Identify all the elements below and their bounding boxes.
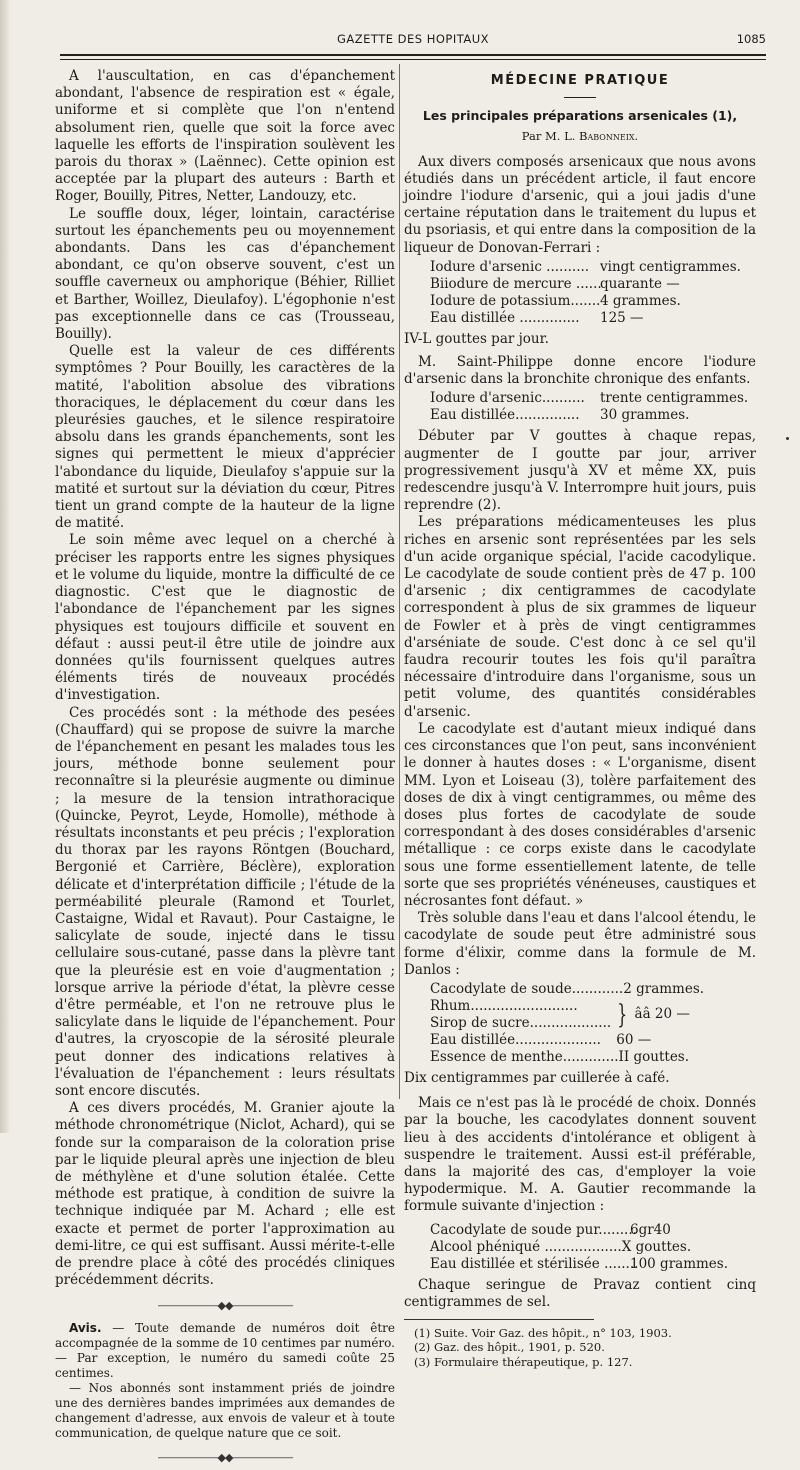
subscriber-notice	[55, 1321, 395, 1441]
separator-ornament: ——————◆◆——————	[157, 1299, 293, 1313]
dosage-note: Dix centigrammes par cuillerée à café.	[404, 1069, 670, 1086]
amount: 60 —	[616, 1031, 652, 1048]
amount: trente centigrammes.	[600, 390, 749, 407]
paragraph: A ces divers procédés, M. Granier ajoute la méthode chronométrique (Niclot, Achard), qui se fonde sur la comparaison de la coloration prise par le liquide pleural après une injection de bleu de méthylène et d'une solution étalée. Cette méthode est pratique, à condition de suivre la technique indiquée par M. Achard ; elle est exacte et permet de porter l'approximation au demi-litre, ce qui est suffisant. Aussi mérite-t-elle de prendre place à côté des procédés cliniques précédemment décrits.	[55, 1100, 395, 1289]
amount: 100 grammes.	[630, 1255, 729, 1272]
ink-speck	[786, 437, 789, 440]
recipe-row	[430, 390, 756, 407]
article-title: Les principales préparations arsenicales (1),	[422, 108, 738, 124]
paragraph: Le soin même avec lequel on a cherché à préciser les rapports entre les signes physiques et le volume du liquide, montre la difficulté de ce diagnostic. C'est que le diagnostic de l'abondance de l'épanchement par les signes physiques est toujours difficile et souvent en défaut : aussi peut-il être utile de joindre aux données qu'ils fournissent quelques autres éléments tirés de nouveaux procédés d'investigation.	[55, 532, 395, 704]
recipe-row	[430, 310, 756, 327]
article-author	[404, 128, 756, 145]
paragraph: Les préparations médicamenteuses les plus riches en arsenic sont représentées par les sels d'un acide organique spécial, l'acide cacodylique. Le cacodylate de soude contient près de 47 p. 100 d'arsenic ; dix centigrammes de cacodylate correspondent à plus de six grammes de liqueur de Fowler et à près de vingt centigrammes d'arséniate de soude. C'est donc à ce sel qu'il faudra recourir toutes les fois qu'il paraîtra nécessaire d'introduire dans l'organisme, sous un petit volume, des quantités considérables d'arsenic.	[404, 514, 756, 720]
recipe-row	[430, 1049, 756, 1066]
footnote: (3) Formulaire thérapeutique, p. 127.	[414, 1354, 633, 1369]
ingredient: Alcool phéniqué ..................	[430, 1238, 622, 1255]
section-title: MÉDECINE PRATIQUE	[490, 73, 670, 88]
recipe-row	[430, 1239, 756, 1256]
ingredient: Iodure d'arsenic..........	[430, 390, 585, 407]
amount: ââ 20 —	[634, 1006, 690, 1023]
amount: quarante —	[600, 275, 680, 292]
amount: 6gr40	[630, 1221, 671, 1238]
dosage-note: IV-L gouttes par jour.	[404, 330, 549, 347]
footnotes	[414, 1326, 756, 1370]
ingredient: Eau distillée....................	[430, 1031, 601, 1048]
amount: 125 —	[600, 309, 644, 326]
recipe-row	[430, 293, 756, 310]
footnote-rule	[404, 1319, 594, 1320]
recipe-row	[430, 1032, 756, 1049]
recipe-donovan	[430, 259, 756, 327]
recipe-row	[430, 276, 756, 293]
ingredient: Rhum.........................	[430, 997, 578, 1014]
paragraph: Très soluble dans l'eau et dans l'alcool étendu, le cacodylate de soude peut être administré sous forme d'élixir, comme dans la formule de M. Danlos :	[404, 910, 756, 978]
notice-text-2: — Nos abonnés sont instamment priés de joindre une des dernières bandes imprimées aux demandes de changement d'adresse, aux envois de valeur et à toute communication, de quelque nature que ce soit.	[55, 1380, 395, 1440]
page-header	[60, 22, 766, 50]
title-rule	[564, 97, 596, 98]
recipe-row	[430, 407, 756, 424]
author-name: Babonneix.	[579, 129, 639, 144]
notice-text: — Toute demande de numéros doit être accompagnée de la somme de 10 centimes par numéro. — Par exception, le numéro du samedi coûte 25 centimes.	[55, 1320, 395, 1380]
recipe-row	[430, 1222, 756, 1239]
right-column	[404, 68, 756, 1369]
notice-label: Avis.	[69, 1320, 102, 1335]
end-ornament: ——————◆◆——————	[157, 1450, 293, 1464]
ingredient: Eau distillée et stérilisée ........	[430, 1255, 639, 1272]
ingredient: Sirop de sucre...................	[430, 1014, 612, 1031]
column-divider	[399, 64, 400, 1099]
ingredient: Eau distillée ..............	[430, 309, 580, 326]
paragraph: Le souffle doux, léger, lointain, caractérise surtout les épanchements peu ou moyennement abondants. Dans les cas d'épanchement abondant, ce qu'on observe souvent, c'est un souffle caverneux ou amphorique (Béhier, Rilliet et Barther, Woillez, Dieulafoy). L'égophonie n'est pas exceptionnelle dans ce cas (Trousseau, Bouilly).	[55, 205, 395, 343]
paragraph: Ces procédés sont : la méthode des pesées (Chauffard) qui se propose de suivre la marche de l'épanchement en pesant les malades tous les jours, méthode bonne seulement pour reconnaître si la pleurésie augmente ou diminue ; la mesure de la tension intrathoracique (Quincke, Peyrot, Leyde, Homolle), méthode à résultats inconstants et peu précis ; l'exploration du thorax par les rayons Röntgen (Bouchard, Bergonié et Carrière, Béclère), exploration délicate et d'interprétation difficile ; l'étude de la perméabilité pleurale (Ramond et Tourlet, Castaigne, Widal et Ravaut). Pour Castaigne, le salicylate de soude, injecté dans le tissu cellulaire sous-cutané, passe dans la plèvre tant que la pleurésie est en voie d'augmentation ; lorsque arrive la période d'état, la plèvre cesse d'être perméable, et l'on ne retrouve plus le salicylate dans le liquide de l'épanchement. Pour d'autres, la cryoscopie de la sérosité pleurale peut donner des indications relatives à l'évaluation de l'épanchement : leurs résultats sont encore discutés.	[55, 704, 395, 1099]
recipe-group	[430, 998, 756, 1032]
recipe-row	[430, 259, 756, 276]
recipe-row	[430, 981, 756, 998]
ingredient: Cacodylate de soude pur.........	[430, 1221, 637, 1238]
amount: II gouttes.	[618, 1048, 690, 1065]
recipe-row	[430, 1256, 756, 1273]
ingredient: Eau distillée...............	[430, 407, 580, 424]
paragraph: M. Saint-Philippe donne encore l'iodure d'arsenic dans la bronchite chronique des enfants.	[404, 354, 756, 388]
brace-mark: }	[617, 999, 628, 1030]
header-rule	[60, 54, 766, 60]
paragraph: Mais ce n'est pas là le procédé de choix. Donnés par la bouche, les cacodylates donnent souvent lieu à des accidents d'intolérance et obligent à suspendre le traitement. Aussi est-il préférable, dans la majorité des cas, d'employer la voie hypodermique. M. A. Gautier recommande la formule suivante d'injection :	[404, 1095, 756, 1215]
amount: 30 grammes.	[600, 407, 690, 424]
paragraph: Le cacodylate est d'autant mieux indiqué dans ces circonstances que l'on peut, sans inconvénient le donner à hautes doses : « L'organisme, disent MM. Lyon et Loiseau (3), tolère parfaitement des doses de dix à vingt centigrammes, ou même des doses plus fortes de cacodylate de soude correspondant à des doses considérables d'arsenic métallique : ce corps existe dans le cacodylate sous une forme essentiellement latente, de telle sorte que ses propriétés vénéneuses, caustiques et nécrosantes font défaut. »	[404, 720, 756, 909]
author-prefix: Par M. L.	[521, 129, 580, 144]
paragraph: Chaque seringue de Pravaz contient cinq centigrammes de sel.	[404, 1276, 756, 1310]
amount: vingt centigrammes.	[600, 258, 741, 275]
recipe-danlos	[430, 981, 756, 1066]
recipe-gautier	[430, 1222, 756, 1273]
page-number: 1085	[736, 32, 766, 46]
amount: 4 grammes.	[600, 292, 681, 309]
ingredient: Biiodure de mercure ......	[430, 275, 602, 292]
amount: 2 grammes.	[623, 980, 705, 997]
paragraph: A l'auscultation, en cas d'épanchement abondant, l'absence de respiration est « égale, uniforme et si complète que l'on n'entend absolument rien, quelle que soit la force avec laquelle les efforts de l'inspiration soulèvent les parois du thorax » (Laënnec). Cette opinion est acceptée par la plupart des auteurs : Barth et Roger, Bouilly, Pitres, Netter, Landouzy, etc.	[55, 68, 395, 205]
paragraph: Quelle est la valeur de ces différents symptômes ? Pour Bouilly, les caractères de la matité, l'abolition absolue des vibrations thoraciques, le déplacement du cœur dans les pleurésies gauches, et le silence respiratoire absolu dans les grands épanchements, sont les signes qui permettent le mieux d'apprécier l'abondance du liquide, Dieulafoy s'appuie sur la matité et surtout sur la déviation du cœur, Pitres tient un grand compte de la hauteur de la ligne de matité.	[55, 343, 395, 532]
page-binding-edge	[0, 0, 9, 1133]
ingredient: Essence de menthe.............	[430, 1048, 619, 1065]
paragraph: Aux divers composés arsenicaux que nous avons étudiés dans un précédent article, il faut encore joindre l'iodure d'arsenic, qui a joui jadis d'une certaine réputation dans le traitement du lupus et du psoriasis, et qui entre dans la composition de la liqueur de Donovan-Ferrari :	[404, 153, 756, 256]
footnote: (2) Gaz. des hôpit., 1901, p. 520.	[414, 1340, 605, 1355]
ingredient: Cacodylate de soude............	[430, 980, 624, 997]
ingredient: Iodure d'arsenic ..........	[430, 258, 590, 275]
recipe-saint-philippe	[430, 390, 756, 424]
ingredient: Iodure de potassium.......	[430, 292, 601, 309]
left-column	[55, 68, 395, 1470]
paragraph: Débuter par V gouttes à chaque repas, augmenter de I goutte par jour, arriver progressivement jusqu'à XV et même XX, puis redescendre jusqu'à V. Interrompre huit jours, puis reprendre (2).	[404, 428, 756, 514]
journal-title: GAZETTE DES HOPITAUX	[336, 32, 490, 46]
footnote: (1) Suite. Voir Gaz. des hôpit., n° 103, 1903.	[414, 1325, 672, 1340]
amount: X gouttes.	[621, 1238, 692, 1255]
